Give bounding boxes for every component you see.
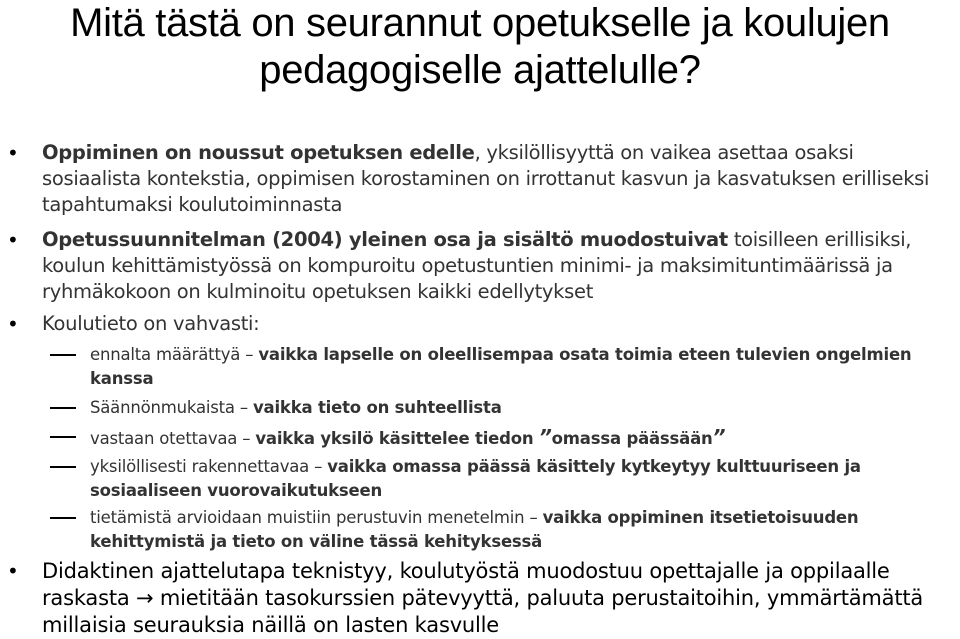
final-text-1: Didaktinen ajattelutapa teknistyy, koulutyöstä muodostuu opettajalle ja oppilaalle raskasta <box>42 559 890 610</box>
final-bullet-item <box>7 558 957 639</box>
sub-item-bold: vaikka oppiminen itsetietoisuuden kehittymistä ja tieto on väline tässä kehityksessä <box>90 508 859 551</box>
bullet-item <box>7 311 957 337</box>
dash-icon <box>50 354 76 356</box>
sub-item <box>90 455 955 503</box>
bullet-bold-text: Oppiminen on noussut opetuksen edelle <box>42 141 475 164</box>
bullet-text: , yksilöllisyyttä on vaikea asettaa osaksi sosiaalista kontekstia, oppimisen korostaminen on irrottanut kasvun ja kasvatuksen erilliseksi tapahtumaksi koulutoiminnasta <box>42 141 930 216</box>
quote-close: ” <box>712 425 726 449</box>
final-text-2: mietitään tasokurssien pätevyyttä, paluuta perustaitoihin, ymmärtämättä millaisia seurauksia näillä on lasten kasvulle <box>42 586 924 637</box>
bullet-icon: • <box>7 312 19 336</box>
bullet-text: Koulutieto on vahvasti: <box>42 312 260 335</box>
sub-item-bold: vaikka lapselle on oleellisempaa osata toimia eteen tulevien ongelmien kanssa <box>90 345 912 388</box>
sub-item-bold: vaikka omassa päässä käsittely kytkeytyy kulttuuriseen ja sosiaaliseen vuorovaikutukseen <box>90 457 861 500</box>
sub-item-bold: vaikka tieto on suhteellista <box>252 398 502 417</box>
sub-item-bold: vaikka yksilö käsittelee tiedon <box>255 429 539 448</box>
bullet-icon: • <box>7 141 19 165</box>
sub-item <box>90 343 955 391</box>
sub-item <box>90 396 955 420</box>
sub-item-plain: vastaan otettavaa – <box>90 429 256 448</box>
bullet-item <box>7 227 957 305</box>
dash-icon <box>50 407 76 409</box>
bullet-icon: • <box>7 559 19 583</box>
sub-item-plain: Säännönmukaista – <box>90 398 253 417</box>
dash-icon <box>50 436 76 438</box>
sub-item-plain: ennalta määrättyä – <box>90 345 259 364</box>
bullet-icon: • <box>7 228 19 252</box>
bullet-bold-text: Opetussuunnitelman (2004) yleinen osa ja sisältö muodostuivat <box>42 228 728 251</box>
slide-title-line-2: pedagogiselle ajattelulle? <box>259 48 701 92</box>
dash-icon <box>50 517 76 519</box>
arrow-icon: → <box>136 586 154 610</box>
slide-title-line-1: Mitä tästä on seurannut opetukselle ja koulujen <box>70 1 890 45</box>
bullet-text: toisilleen erillisiksi, koulun kehittämistyössä on kompuroitu opetustuntien minimi- ja maksimituntimäärissä ja ryhmäkokoon on kulminoitu opetuksen kaikki edellytykset <box>42 228 912 303</box>
dash-icon <box>50 466 76 468</box>
slide-title <box>0 0 960 94</box>
sub-item-bold-quoted: omassa päässään <box>551 429 713 448</box>
sub-item <box>90 425 955 451</box>
sub-item-plain: tietämistä arvioidaan muistiin perustuvin menetelmin – <box>90 508 543 527</box>
quote-open: ” <box>538 425 552 449</box>
sub-item-plain: yksilöllisesti rakennettavaa – <box>90 457 328 476</box>
bullet-item <box>7 140 957 218</box>
sub-item <box>90 506 955 554</box>
